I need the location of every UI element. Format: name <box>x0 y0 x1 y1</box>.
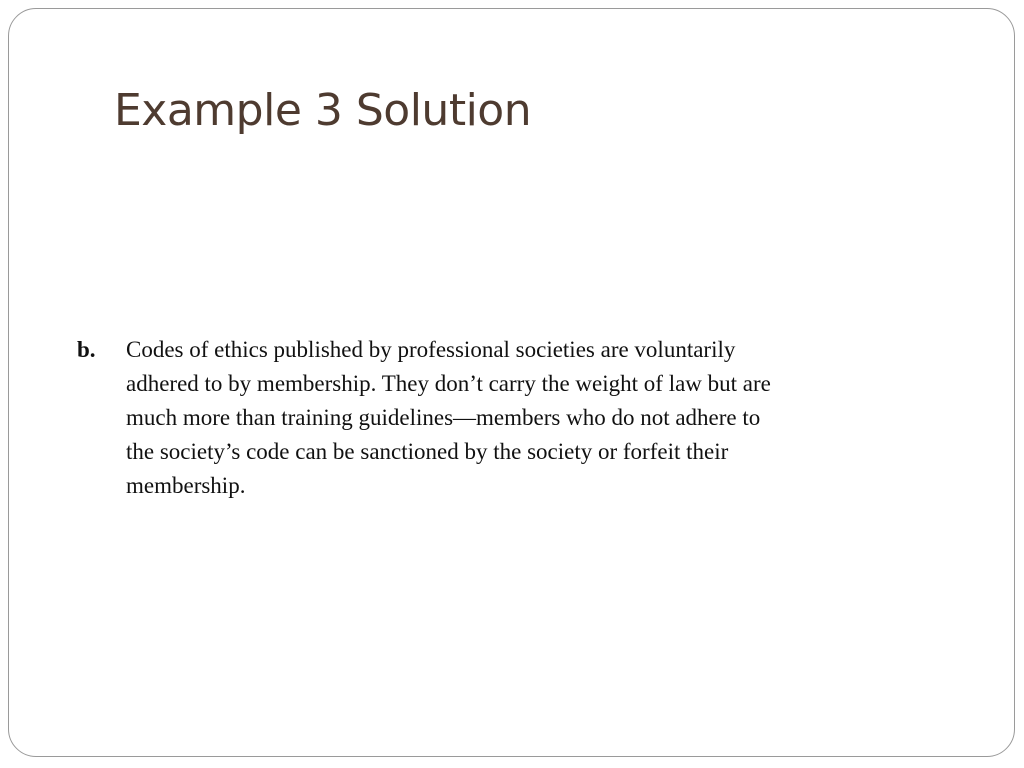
slide-title: Example 3 Solution <box>114 85 532 136</box>
answer-line: membership. <box>126 473 246 498</box>
answer-paragraph <box>126 333 956 503</box>
answer-line: much more than training guidelines—members who do not adhere to <box>126 405 761 430</box>
answer-marker: b. <box>77 337 96 362</box>
answer-line: adhered to by membership. They don’t carry the weight of law but are <box>126 371 771 396</box>
answer-line: the society’s code can be sanctioned by the society or forfeit their <box>126 439 729 464</box>
answer-line: Codes of ethics published by professional societies are voluntarily <box>126 337 736 362</box>
